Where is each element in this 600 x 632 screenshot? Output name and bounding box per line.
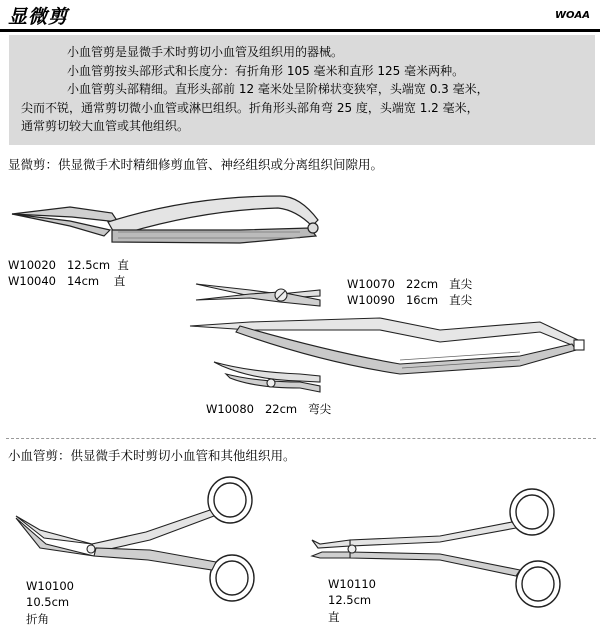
intro-line-3: 小血管剪头部精细。直形头部前 12 毫米处呈阶梯状变狭窄，头端宽 0.3 毫米， — [67, 82, 489, 96]
item-code: W10090 — [347, 293, 395, 307]
item-type: 弯尖 — [308, 402, 332, 416]
page-title: 显微剪 — [8, 6, 69, 28]
item-code: W10020 — [8, 258, 56, 272]
catalog-code: WOAA — [554, 10, 590, 21]
item-w10110-code: W10110 — [328, 577, 376, 591]
intro-line-2: 小血管剪按头部形式和长度分：有折角形 105 毫米和直形 125 毫米两种。 — [67, 63, 465, 78]
item-type: 直尖 — [449, 293, 473, 307]
item-w10100-size: 10.5cm — [26, 595, 70, 609]
item-size: 16cm — [405, 293, 439, 307]
item-type: 直尖 — [449, 277, 473, 291]
section2-heading: 小血管剪：供显微手术时剪切小血管和其他组织用。 — [8, 448, 296, 463]
intro-line-1: 小血管剪是显微手术时剪切小血管及组织用的器械。 — [67, 45, 344, 59]
item-w10100-code: W10100 — [26, 579, 74, 593]
intro-line-4: 尖而不锐，通常剪切微小血管或淋巴组织。折角形头部角弯 25 度，头端宽 1.2 毫米， — [21, 100, 479, 115]
section1-heading: 显微剪：供显微手术时精细修剪血管、神经组织或分离组织间隙用。 — [8, 157, 384, 172]
item-type: 直 — [113, 274, 126, 288]
item-code: W10040 — [8, 274, 56, 288]
item-w10110-size: 12.5cm — [328, 593, 372, 607]
item-type: 直 — [117, 258, 129, 272]
item-size: 22cm — [405, 277, 439, 291]
item-size: 12.5cm — [66, 258, 111, 272]
item-code: W10070 — [347, 277, 395, 291]
item-code: W10080 — [206, 402, 254, 416]
item-size: 22cm — [264, 402, 298, 416]
item-w10100-type: 折角 — [26, 612, 49, 626]
item-size: 14cm — [66, 274, 100, 288]
intro-line-5: 通常剪切较大血管或其他组织。 — [21, 119, 190, 133]
item-w10110-type: 直 — [328, 610, 340, 624]
